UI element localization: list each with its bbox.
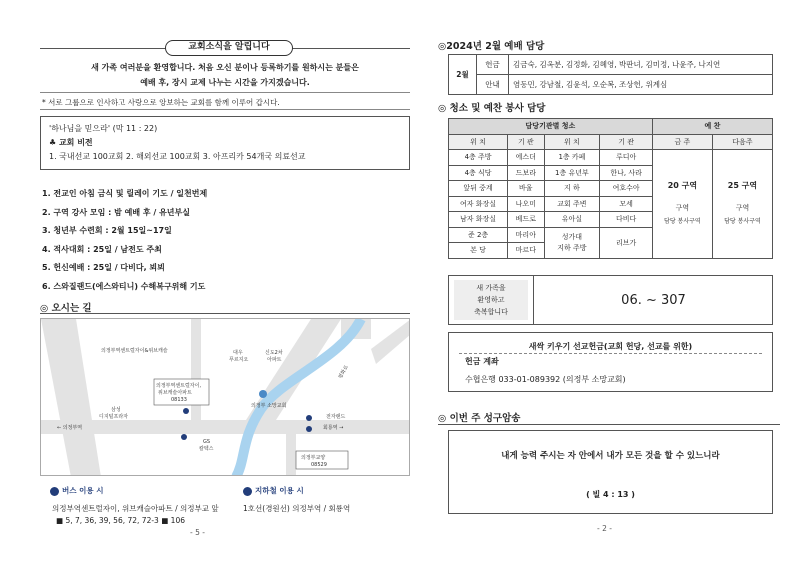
map-label-shindo-2: 아파트 xyxy=(267,357,282,363)
divider xyxy=(40,313,410,314)
divider xyxy=(40,109,410,110)
cell: 4층 주방 xyxy=(449,150,508,166)
cell: 에스더 xyxy=(508,150,544,166)
announcement-item: 6. 스와질랜드(에스와티니) 수해복구위해 기도 xyxy=(42,281,206,291)
announcement-list xyxy=(42,185,207,296)
cell: 루디아 xyxy=(600,150,653,166)
yechan-this-sub: 구역 xyxy=(675,204,690,213)
announcement-item: 4. 적사대회 : 25일 / 남전도 주최 xyxy=(42,244,162,254)
bus-lines: ■ 5, 7, 36, 39, 56, 72, 72-3 ■ 106 xyxy=(56,516,185,525)
yechan-this-desc: 담당 봉사구역 xyxy=(664,218,701,226)
worship-month: 2월 xyxy=(449,55,477,95)
subway-icon xyxy=(243,487,252,496)
memory-verse-ref: ( 빌 4 : 13 ) xyxy=(586,490,635,499)
cell: 베드로 xyxy=(508,212,544,228)
cell: 1층 유년부 xyxy=(544,165,600,181)
memory-verse-box xyxy=(448,430,773,514)
map-apt-box-2: 위브캐슬아파트 xyxy=(158,390,192,396)
announcement-item: 3. 청년부 수련회 : 2월 15일~17일 xyxy=(42,226,172,235)
cell: 한나, 사라 xyxy=(600,165,653,181)
yechan-header: 예 찬 xyxy=(652,119,772,135)
col-org: 기 관 xyxy=(508,134,544,150)
new-family-label: 새 가족을 환영하고 축복합니다 xyxy=(454,280,528,320)
subway-heading xyxy=(243,485,304,496)
worship-table xyxy=(448,54,773,95)
yechan-next-sub: 구역 xyxy=(735,204,750,213)
location-map xyxy=(40,318,410,476)
new-family-label-wrap xyxy=(449,276,534,324)
yechan-this-week xyxy=(652,150,712,259)
yechan-next-desc: 담당 봉사구역 xyxy=(724,218,761,226)
map-electronic: 전자랜드 xyxy=(326,414,346,420)
map-label-shindo: 신도2차 xyxy=(265,350,283,356)
greeting-note: * 서로 그룹으로 인사하고 사랑으로 앙보하는 교회를 함께 이루어 갑시다. xyxy=(42,98,280,107)
welcome-line-2: 예배 후, 장시 교제 나누는 시간을 가지겠습니다. xyxy=(140,78,310,87)
worship-role: 안내 xyxy=(477,75,509,95)
sprout-offering-box xyxy=(448,332,773,392)
cell: 남자 화장실 xyxy=(449,212,508,228)
map-label-top: 의정부역센트럴자이&위브캐슬 xyxy=(101,348,168,354)
sprout-account-label: 헌금 계좌 xyxy=(465,357,499,366)
cell: 마리아 xyxy=(508,227,544,243)
worship-names: 김금숙, 김옥분, 김정화, 김혜영, 박판녀, 김미정, 나윤주, 나지연 xyxy=(509,55,773,75)
map-road: 평화로 xyxy=(337,364,350,380)
cell: 다비다 xyxy=(600,212,653,228)
new-family-value: 06. ~ 307 xyxy=(621,292,686,308)
map-label-samsung-2: 디지털프라자 xyxy=(99,414,128,420)
table-row xyxy=(449,150,773,166)
table-row xyxy=(449,75,773,95)
vision-items: 1. 국내선교 100교회 2. 해외선교 100교회 3. 아프리카 54개국 의료선교 xyxy=(49,152,306,161)
table-row xyxy=(449,119,773,135)
cell: 여호수아 xyxy=(600,181,653,197)
cell: 교회 주변 xyxy=(544,196,600,212)
sprout-account: 수협은행 033-01-089392 (의정부 소망교회) xyxy=(465,375,626,384)
divider xyxy=(40,92,410,93)
divider xyxy=(459,353,762,354)
map-hoeryong: 회룡역 → xyxy=(323,425,344,431)
col-pos: 위 치 xyxy=(449,134,508,150)
bus-heading xyxy=(50,485,103,496)
map-label-daewoo-2: 푸르지오 xyxy=(229,357,249,363)
news-title: 교회소식을 알립니다 xyxy=(165,40,293,56)
map-church-label: 의정부 소망교회 xyxy=(251,403,287,409)
page-number-left: - 5 - xyxy=(190,528,205,537)
table-row xyxy=(449,134,773,150)
map-station-left: ← 의정부역 xyxy=(57,425,83,431)
cell: 모세 xyxy=(600,196,653,212)
cell: 4층 식당 xyxy=(449,165,508,181)
clean-group-header: 담당기관별 청소 xyxy=(449,119,653,135)
directions-heading: ◎ 오시는 길 xyxy=(40,303,92,314)
col-this-week: 금 주 xyxy=(652,134,712,150)
map-apt-box-1: 의정부역센트럴자이, xyxy=(156,383,202,389)
cell: 지 하 xyxy=(544,181,600,197)
welcome-line-1: 새 가족 여러분을 환영합니다. 처음 오신 분이나 등록하기를 원하시는 분들은 xyxy=(91,63,359,72)
vision-verse: '하나님을 믿으라' (막 11 : 22) xyxy=(49,124,158,133)
map-school-1: 의정부교양 xyxy=(301,455,326,461)
map-label-daewoo: 대우 xyxy=(233,350,243,356)
cell: 1층 카페 xyxy=(544,150,600,166)
cell: 준 2층 xyxy=(449,227,508,243)
welcome-text xyxy=(40,60,410,90)
worship-names: 염동민, 강남철, 김윤석, 오순복, 조상헌, 위계심 xyxy=(509,75,773,95)
divider xyxy=(438,424,780,425)
subway-stations: 1호선(경원선) 의정부역 / 회룡역 xyxy=(243,504,351,513)
cell: 바울 xyxy=(508,181,544,197)
col-next-week: 다음주 xyxy=(712,134,772,150)
new-family-box xyxy=(448,275,773,325)
cell: 성가대 지하 주방 xyxy=(544,227,600,258)
sprout-title: 새싹 키우기 선교헌금(교회 헌당, 선교를 위한) xyxy=(528,342,693,351)
cell: 나오미 xyxy=(508,196,544,212)
yechan-this-zone: 20 구역 xyxy=(667,181,698,191)
map-label-samsung: 삼성 xyxy=(111,407,121,413)
subway-heading-label: 지하철 이용 시 xyxy=(255,486,304,495)
map-label-gs-2: 칼텍스 xyxy=(199,446,214,452)
map-label-gs: GS xyxy=(203,439,211,445)
map-apt-box-3: 08133 xyxy=(171,397,187,403)
page-number-right: - 2 - xyxy=(597,524,612,533)
vision-title: ♣ 교회 비전 xyxy=(49,138,93,147)
announcement-item: 2. 구역 강사 모임 : 밤 예배 후 / 유년부실 xyxy=(42,207,190,217)
cell: 여자 화장실 xyxy=(449,196,508,212)
cell: 리브가 xyxy=(600,227,653,258)
bus-heading-label: 버스 이용 시 xyxy=(62,486,104,495)
announcement-item: 5. 헌신예배 : 25일 / 다비다, 뵈뵈 xyxy=(42,263,165,272)
table-row xyxy=(449,55,773,75)
yechan-next-week xyxy=(712,150,772,259)
cell: 앞뒤 중계 xyxy=(449,181,508,197)
cleaning-heading: ◎ 청소 및 예찬 봉사 담당 xyxy=(438,103,546,114)
worship-heading: ◎2024년 2월 예배 담당 xyxy=(438,41,545,52)
cell: 유아실 xyxy=(544,212,600,228)
cell: 마르다 xyxy=(508,243,544,259)
cleaning-table xyxy=(448,118,773,259)
memory-verse-heading: ◎ 이번 주 성구암송 xyxy=(438,413,521,424)
bus-icon xyxy=(50,487,59,496)
col-pos: 위 치 xyxy=(544,134,600,150)
vision-box xyxy=(40,116,410,170)
announcement-item: 1. 전교인 아침 금식 및 릴레이 기도 / 일천번제 xyxy=(42,189,208,198)
bus-stops: 의정부역센트럴자이, 위브캐슬아파트 / 의정부교 앞 xyxy=(52,504,219,513)
cell: 본 당 xyxy=(449,243,508,259)
cell: 드보라 xyxy=(508,165,544,181)
col-org: 기 관 xyxy=(600,134,653,150)
worship-role: 헌금 xyxy=(477,55,509,75)
yechan-next-zone: 25 구역 xyxy=(727,181,758,191)
map-school-2: 08529 xyxy=(311,462,327,468)
memory-verse: 내게 능력 주시는 자 안에서 내가 모든 것을 할 수 있느니라 xyxy=(501,451,720,461)
